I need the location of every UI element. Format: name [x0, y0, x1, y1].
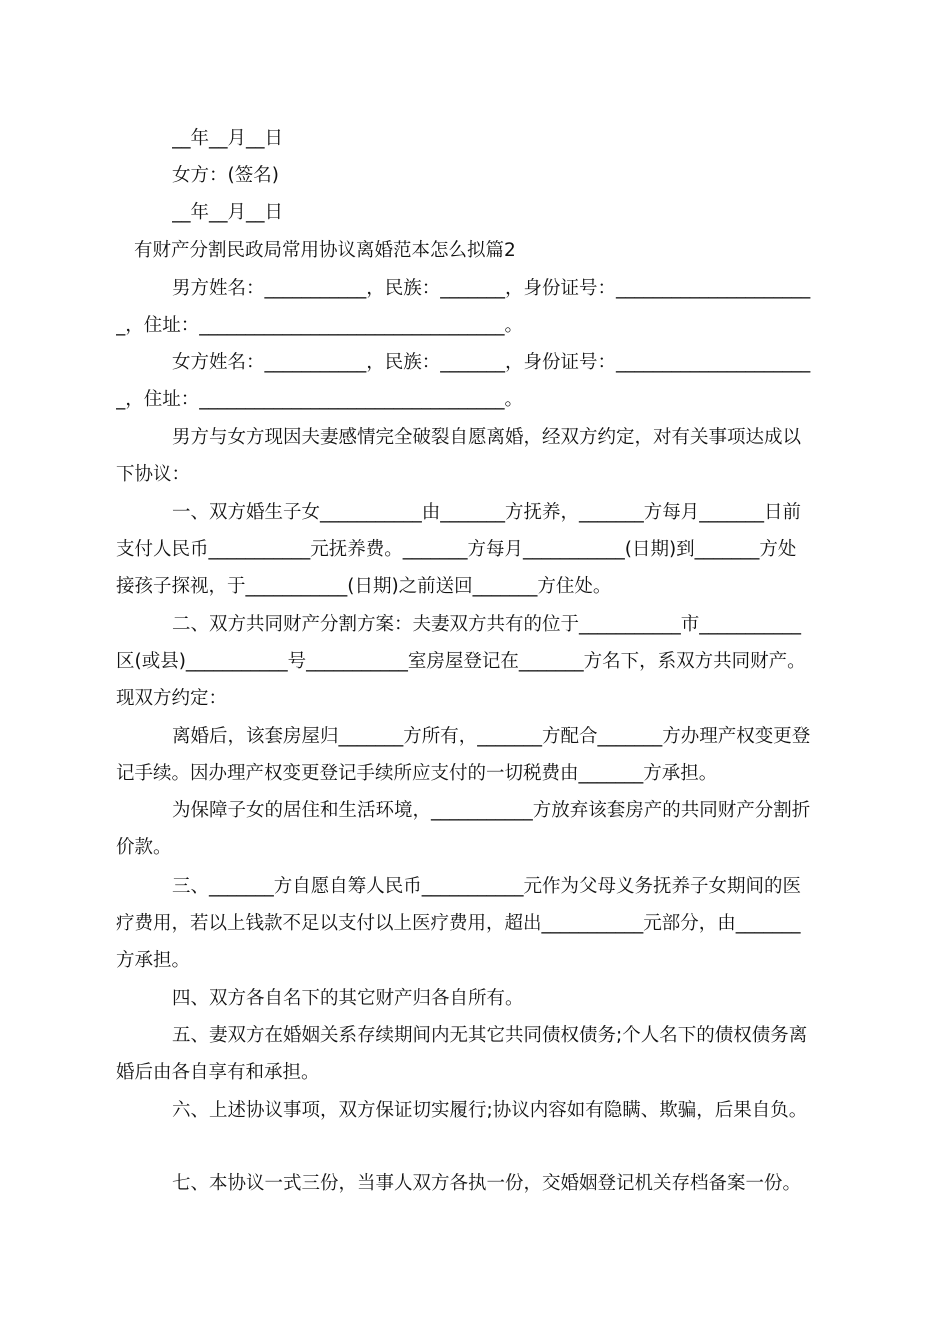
clause-1: 一、双方婚生子女___________由_______方抚养，_______方每月_______日前	[172, 502, 802, 523]
clause-2: 区(或县)___________号___________室房屋登记在_______方名下，系双方共同财产。	[116, 651, 806, 672]
clause-2-waiver: 为保障子女的居住和生活环境，___________方放弃该套房产的共同财产分割折	[172, 800, 811, 821]
clause-5: 婚后由各自享有和承担。	[116, 1062, 320, 1083]
date-line: __年__月__日	[172, 128, 284, 149]
clause-5: 五、妻双方在婚姻关系存续期间内无其它共同债权债务;个人名下的债权债务离	[172, 1025, 808, 1046]
clause-2: 现双方约定：	[116, 688, 228, 709]
clause-2-housing: 记手续。因办理产权变更登记手续所应支付的一切税费由_______方承担。	[116, 763, 718, 784]
clause-3: 三、_______方自愿自筹人民币___________元作为父母义务抚养子女期间的医	[172, 876, 802, 897]
date-line: __年__月__日	[172, 202, 284, 223]
intro-paragraph: 男方与女方现因夫妻感情完全破裂自愿离婚，经双方约定，对有关事项达成以	[172, 427, 802, 448]
clause-3: 疗费用，若以上钱款不足以支付以上医疗费用，超出___________元部分，由_______	[116, 913, 801, 934]
clause-7: 七、本协议一式三份，当事人双方各执一份，交婚姻登记机关存档备案一份。	[172, 1173, 802, 1194]
clause-2-waiver: 价款。	[116, 837, 172, 858]
male-info-line: 男方姓名：___________，民族：_______，身份证号：_____________________	[172, 278, 811, 299]
clause-3: 方承担。	[116, 950, 191, 971]
female-address-line: _，住址：_________________________________。	[116, 389, 524, 410]
intro-paragraph: 下协议：	[116, 464, 191, 485]
female-info-line: 女方姓名：___________，民族：_______，身份证号：_____________________	[172, 352, 811, 373]
section-title: 有财产分割民政局常用协议离婚范本怎么拟篇2	[134, 240, 516, 261]
clause-2: 二、双方共同财产分割方案：夫妻双方共有的位于___________市___________	[172, 614, 802, 635]
clause-1: 支付人民币___________元抚养费。_______方每月___________(日期)到_______方处	[116, 539, 797, 560]
clause-2-housing: 离婚后，该套房屋归_______方所有，_______方配合_______方办理产权变更登	[172, 726, 811, 747]
male-address-line: _，住址：_________________________________。	[116, 315, 524, 336]
female-signature-line: 女方：(签名)	[172, 165, 279, 186]
clause-4: 四、双方各自名下的其它财产归各自所有。	[172, 988, 524, 1009]
clause-6: 六、上述协议事项，双方保证切实履行;协议内容如有隐瞒、欺骗，后果自负。	[172, 1100, 808, 1121]
clause-1: 接孩子探视，于___________(日期)之前送回_______方住处。	[116, 576, 612, 597]
